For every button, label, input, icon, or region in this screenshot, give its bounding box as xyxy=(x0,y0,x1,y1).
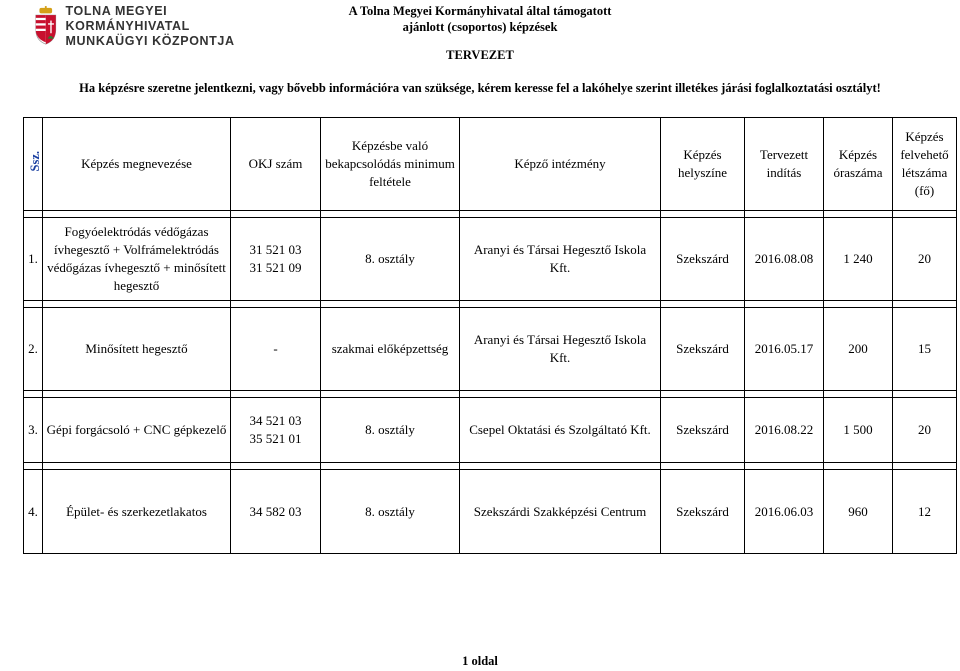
cell-nev: Fogyóelektródás védőgázas ívhegesztő + Volfrámelektródás védőgázas ívhegesztő + minősített hegesztő xyxy=(43,218,231,301)
cell-intezmeny: Szekszárdi Szakképzési Centrum xyxy=(460,470,661,554)
cell-letszam: 12 xyxy=(893,470,957,554)
cell-feltetel: 8. osztály xyxy=(321,470,460,554)
cell-inditas: 2016.05.17 xyxy=(745,308,824,391)
cell-inditas: 2016.08.22 xyxy=(745,398,824,463)
cell-helyszin: Szekszárd xyxy=(661,218,745,301)
document-status: TERVEZET xyxy=(446,48,514,62)
cell-feltetel: 8. osztály xyxy=(321,398,460,463)
cell-letszam: 20 xyxy=(893,398,957,463)
cell-helyszin: Szekszárd xyxy=(661,308,745,391)
header-helyszin: Képzés helyszíne xyxy=(661,118,745,211)
table-spacer xyxy=(24,301,957,308)
cell-oraszam: 200 xyxy=(824,308,893,391)
header-letszam: Képzés felvehető létszáma (fő) xyxy=(893,118,957,211)
table-spacer xyxy=(24,391,957,398)
table-row xyxy=(24,218,957,301)
page-number: 1 oldal xyxy=(462,654,498,668)
logo-line-2: MUNKAÜGYI KÖZPONTJA xyxy=(65,33,235,48)
cell-okj: 34 521 03 35 521 01 xyxy=(231,398,321,463)
document-title-line-1: A Tolna Megyei Kormányhivatal által támogatott xyxy=(348,4,612,18)
table-header-row xyxy=(24,118,957,211)
cell-oraszam: 1 240 xyxy=(824,218,893,301)
cell-nev: Minősített hegesztő xyxy=(43,308,231,391)
cell-ssz: 4. xyxy=(24,470,43,554)
header-okj: OKJ szám xyxy=(231,118,321,211)
header-inditas: Tervezett indítás xyxy=(745,118,824,211)
cell-oraszam: 1 500 xyxy=(824,398,893,463)
table-spacer xyxy=(24,463,957,470)
cell-okj: - xyxy=(231,308,321,391)
header-ssz: Ssz. xyxy=(24,118,43,211)
hungarian-coat-of-arms-icon xyxy=(34,6,58,46)
logo-line-1: TOLNA MEGYEI KORMÁNYHIVATAL xyxy=(65,3,190,33)
cell-ssz: 2. xyxy=(24,308,43,391)
table-spacer xyxy=(24,211,957,218)
cell-helyszin: Szekszárd xyxy=(661,398,745,463)
document-title-line-2: ajánlott (csoportos) képzések xyxy=(402,20,558,34)
cell-okj: 31 521 03 31 521 09 xyxy=(231,218,321,301)
cell-intezmeny: Aranyi és Társai Hegesztő Iskola Kft. xyxy=(460,308,661,391)
cell-feltetel: szakmai előképzettség xyxy=(321,308,460,391)
cell-feltetel: 8. osztály xyxy=(321,218,460,301)
cell-helyszin: Szekszárd xyxy=(661,470,745,554)
cell-ssz: 1. xyxy=(24,218,43,301)
cell-oraszam: 960 xyxy=(824,470,893,554)
cell-intezmeny: Csepel Oktatási és Szolgáltató Kft. xyxy=(460,398,661,463)
cell-ssz: 3. xyxy=(24,398,43,463)
table-row xyxy=(24,308,957,391)
header-intezmeny: Képző intézmény xyxy=(460,118,661,211)
table-row xyxy=(24,470,957,554)
cell-inditas: 2016.06.03 xyxy=(745,470,824,554)
training-table xyxy=(23,117,957,554)
table-row xyxy=(24,398,957,463)
cell-letszam: 20 xyxy=(893,218,957,301)
header-feltetel: Képzésbe való bekapcsolódás minimum feltétele xyxy=(321,118,460,211)
cell-nev: Gépi forgácsoló + CNC gépkezelő xyxy=(43,398,231,463)
logo-text xyxy=(66,4,274,49)
cell-intezmeny: Aranyi és Társai Hegesztő Iskola Kft. xyxy=(460,218,661,301)
cell-okj: 34 582 03 xyxy=(231,470,321,554)
cell-inditas: 2016.08.08 xyxy=(745,218,824,301)
notice-text: Ha képzésre szeretne jelentkezni, vagy bővebb információra van szüksége, kérem keresse fel a lakóhelye szerint illetékes járási foglalkoztatási osztályt! xyxy=(79,81,881,95)
cell-letszam: 15 xyxy=(893,308,957,391)
cell-nev: Épület- és szerkezetlakatos xyxy=(43,470,231,554)
header-oraszam: Képzés óraszáma xyxy=(824,118,893,211)
header-nev: Képzés megnevezése xyxy=(43,118,231,211)
logo xyxy=(34,4,274,48)
